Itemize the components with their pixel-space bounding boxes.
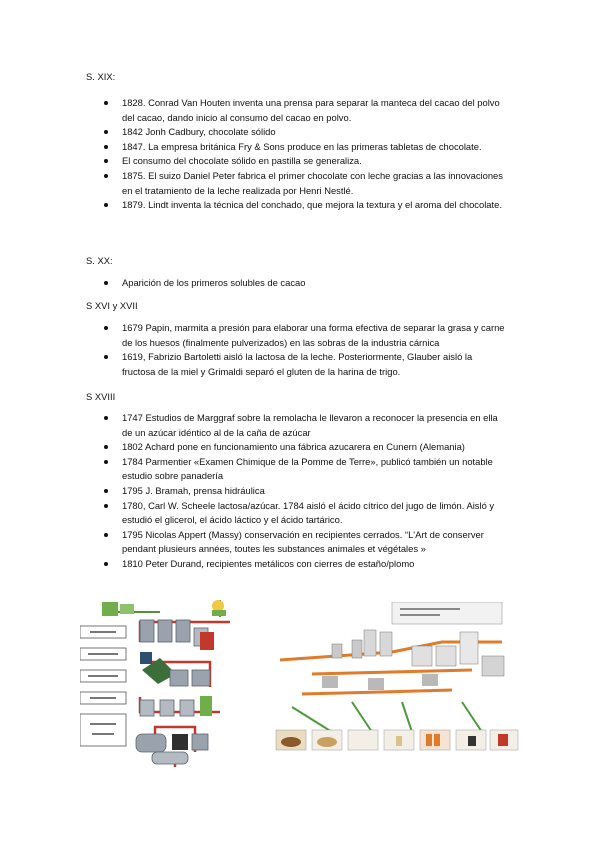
- list-item: 1842 Jonh Cadbury, chocolate sólido: [0, 125, 508, 140]
- list-s-xviii: [0, 411, 599, 572]
- bullet-icon: [104, 460, 108, 464]
- list-item: 1795 Nicolas Appert (Massy) conservación en recipientes cerrados. “L'Art de conserver pendant plusieurs années, toutes les substances animales et végétales »: [0, 528, 508, 557]
- list-item: 1780, Carl W. Scheele lactosa/azúcar. 1784 aisló el ácido cítrico del jugo de limón. Aisló y estudió el glicerol, el ácido láctico y el ácido tartárico.: [0, 499, 508, 528]
- section-heading-s-xix: S. XIX:: [86, 71, 116, 82]
- list-item: Aparición de los primeros solubles de cacao: [0, 276, 508, 291]
- section-heading-s-xvi-xvii: S XVI y XVII: [86, 300, 138, 311]
- bullet-icon: [104, 326, 108, 330]
- bullet-icon: [104, 562, 108, 566]
- list-item: 1879. Lindt inventa la técnica del conchado, que mejora la textura y el aroma del chocolate.: [0, 198, 508, 213]
- bullet-icon: [104, 416, 108, 420]
- list-item: 1795 J. Bramah, prensa hidráulica: [0, 484, 508, 499]
- section-heading-s-xviii: S XVIII: [86, 391, 116, 402]
- bullet-icon: [104, 174, 108, 178]
- list-s-xvi-xvii: [0, 321, 599, 379]
- list-item: El consumo del chocolate sólido en pastilla se generaliza.: [0, 154, 508, 169]
- list-item: 1875. El suizo Daniel Peter fabrica el primer chocolate con leche gracias a las innovaciones en el tratamiento de la leche realizada por Henri Nestlé.: [0, 169, 508, 198]
- list-item: 1802 Achard pone en funcionamiento una fábrica azucarera en Cunern (Alemania): [0, 440, 508, 455]
- bullet-icon: [104, 281, 108, 285]
- bullet-icon: [104, 203, 108, 207]
- bullet-icon: [104, 355, 108, 359]
- process-diagram-right: [272, 602, 520, 752]
- bullet-icon: [104, 504, 108, 508]
- bullet-icon: [104, 159, 108, 163]
- list-item: 1747 Estudios de Marggraf sobre la remolacha le llevaron a reconocer la presencia en ella de un azúcar idéntico al de la caña de azúcar: [0, 411, 508, 440]
- list-s-xix: [0, 96, 599, 213]
- bullet-icon: [104, 489, 108, 493]
- bullet-icon: [104, 445, 108, 449]
- bullet-icon: [104, 101, 108, 105]
- list-s-xx: [0, 276, 599, 291]
- list-item: 1810 Peter Durand, recipientes metálicos con cierres de estaño/plomo: [0, 557, 508, 572]
- process-diagram-left: [80, 592, 246, 770]
- list-item: 1619, Fabrizio Bartoletti aisló la lactosa de la leche. Posteriormente, Glauber aisló la fructosa de la miel y Grimaldi separó el gluten de la harina de trigo.: [0, 350, 508, 379]
- legend-boxes: [80, 626, 126, 746]
- list-item: 1679 Papin, marmita a presión para elaborar una forma efectiva de separar la grasa y carne de los huesos (finalmente pulverizados) en las sobras de la industria cárnica: [0, 321, 508, 350]
- bullet-icon: [104, 145, 108, 149]
- list-item: 1828. Conrad Van Houten inventa una prensa para separar la manteca del cacao del polvo del cacao, dando inicio al consumo del cacao en polvo.: [0, 96, 508, 125]
- list-item: 1847. La empresa británica Fry & Sons produce en las primeras tabletas de chocolate.: [0, 140, 508, 155]
- list-item: 1784 Parmentier «Examen Chimique de la Pomme de Terre», publicó también un notable estudio sobre panadería: [0, 455, 508, 484]
- bullet-icon: [104, 130, 108, 134]
- section-heading-s-xx: S. XX:: [86, 255, 113, 266]
- bullet-icon: [104, 533, 108, 537]
